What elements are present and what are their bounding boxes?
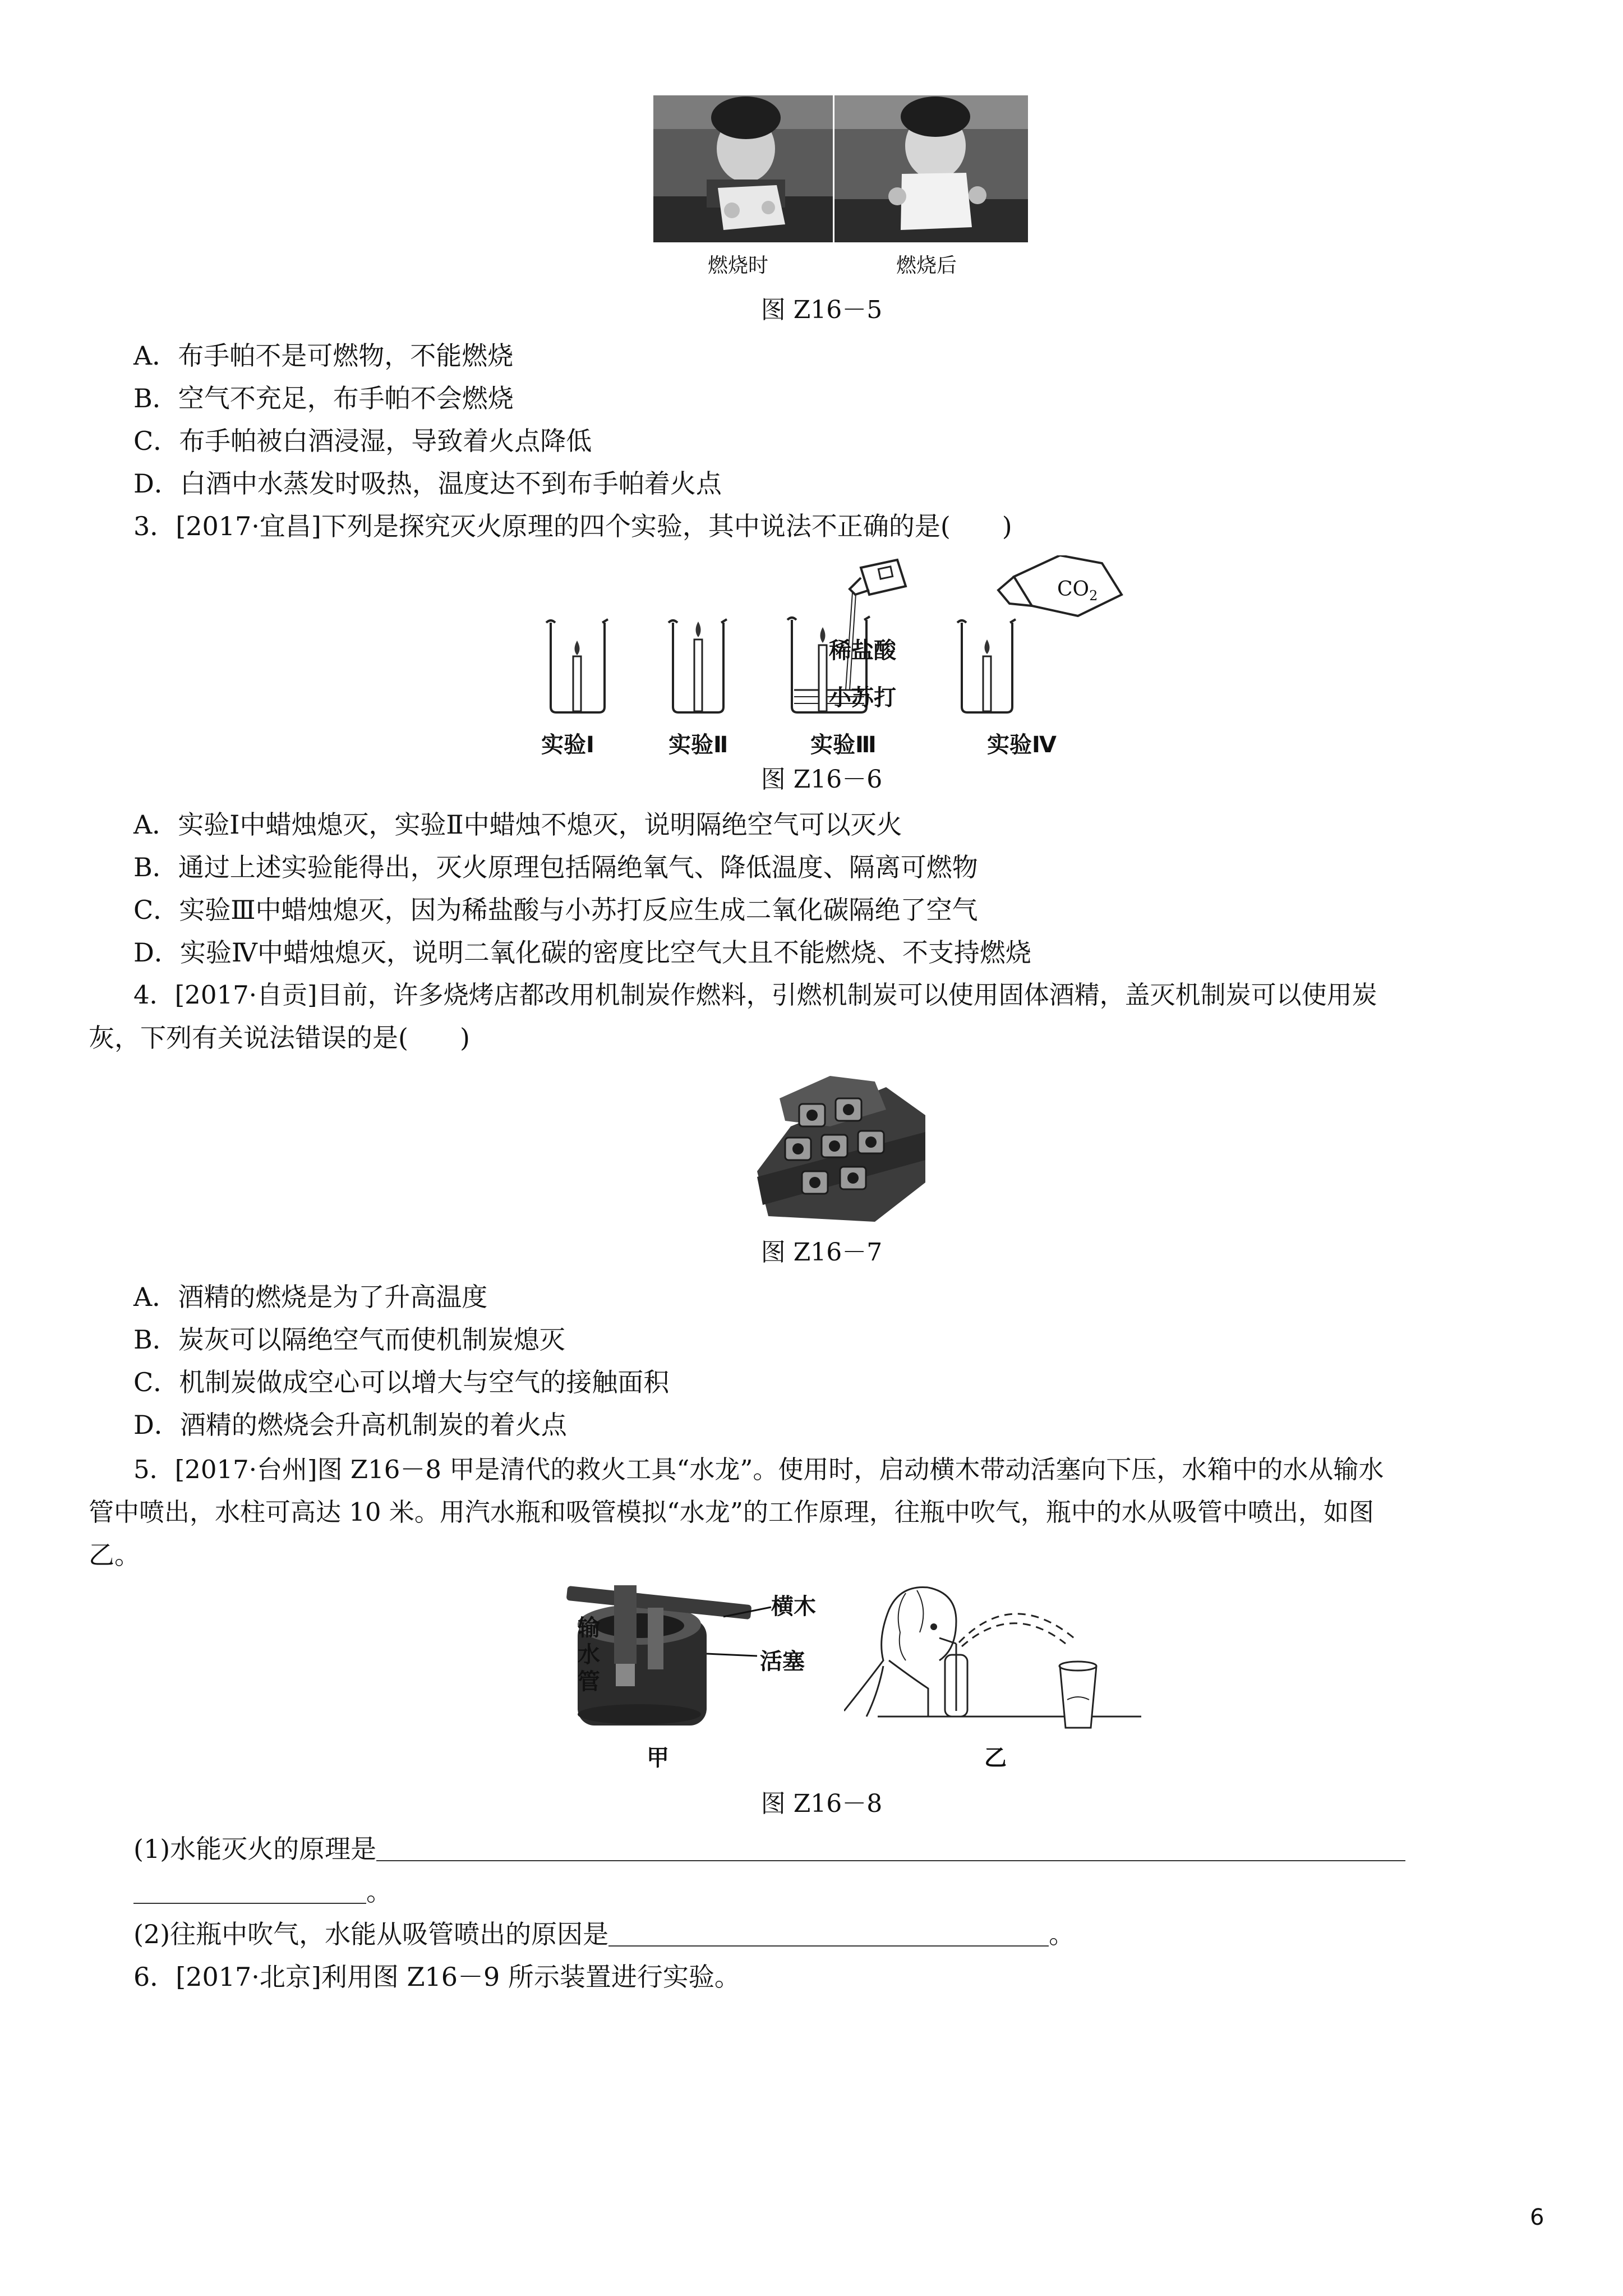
fig7-charcoal-image [746, 1065, 937, 1227]
q6-stem: 6．[2017·北京]利用图 Z16－9 所示装置进行实验。 [133, 1962, 740, 1992]
fig8-label-yi: 乙 [984, 1745, 1007, 1771]
q2-option-b: B．空气不充足，布手帕不会燃烧 [133, 383, 514, 413]
q4-stem-line2: 灰，下列有关说法错误的是( ) [89, 1023, 470, 1053]
fig6-label-3: 实验Ⅲ [810, 732, 877, 758]
fig5-caption: 图 Z16－5 [760, 296, 883, 324]
fig8-girl-blowing-image [844, 1576, 1147, 1733]
q5-stem-line1: 5．[2017·台州]图 Z16－8 甲是清代的救火工具“水龙”。使用时，启动横木带动活塞向下压，水箱中的水从输水 [133, 1455, 1384, 1484]
q5-sub1-end: 。 [366, 1876, 392, 1907]
q3-option-d: D．实验Ⅳ中蜡烛熄灭，说明二氧化碳的密度比空气大且不能燃烧、不支持燃烧 [133, 937, 1031, 968]
q5-sub1-cont [133, 1875, 392, 1908]
fig6-label-1: 实验Ⅰ [541, 732, 594, 758]
beaker-2-icon [668, 619, 727, 712]
q3-option-c: C．实验Ⅲ中蜡烛熄灭，因为稀盐酸与小苏打反应生成二氧化碳隔绝了空气 [133, 895, 978, 925]
q5-sub2 [133, 1917, 1075, 1951]
q3-option-a: A．实验Ⅰ中蜡烛熄灭，实验Ⅱ中蜡烛不熄灭，说明隔绝空气可以灭火 [133, 809, 902, 840]
fig8-label-shu: 输 [578, 1615, 600, 1641]
fig8-caption: 图 Z16－8 [760, 1789, 883, 1818]
photo-after-burning [834, 95, 1028, 242]
q4-option-a: A．酒精的燃烧是为了升高温度 [133, 1282, 488, 1312]
fig6-label-2: 实验Ⅱ [668, 732, 728, 758]
q2-option-a: A．布手帕不是可燃物，不能燃烧 [133, 341, 514, 371]
q5-sub1-answer-blank[interactable] [376, 1835, 1405, 1861]
q5-sub1 [133, 1832, 1405, 1866]
photo-burning [653, 95, 833, 242]
q5-sub1-answer-blank-cont[interactable] [133, 1878, 366, 1904]
q5-sub2-end: 。 [1049, 1919, 1075, 1949]
q5-sub1-text: (1)水能灭火的原理是 [133, 1834, 377, 1864]
q5-sub2-text: (2)往瓶中吹气，水能从吸管喷出的原因是 [133, 1919, 609, 1949]
fig5-label-left: 燃烧时 [708, 254, 769, 277]
fig6-soda-label: 小苏打 [829, 685, 896, 711]
q4-option-b: B．炭灰可以隔绝空气而使机制炭熄灭 [133, 1324, 565, 1355]
co2-text: CO [1057, 578, 1090, 601]
q2-option-d: D．白酒中水蒸发时吸热，温度达不到布手帕着火点 [133, 468, 722, 499]
beaker-1-icon [546, 619, 608, 712]
q2-option-c: C．布手帕被白酒浸湿，导致着火点降低 [133, 426, 592, 456]
fig8-label-huosai: 活塞 [760, 1649, 805, 1674]
fig8-label-guan: 管 [578, 1669, 600, 1695]
q5-stem-line3: 乙。 [89, 1540, 140, 1570]
page-number: 6 [1530, 2205, 1544, 2230]
fig6-co2-label [1057, 578, 1098, 604]
fig8-label-shui: 水 [578, 1642, 600, 1668]
fig6-label-4: 实验Ⅳ [987, 732, 1057, 758]
q5-sub2-answer-blank[interactable] [608, 1921, 1049, 1947]
q5-stem-line2: 管中喷出，水柱可高达 10 米。用汽水瓶和吸管模拟“水龙”的工作原理，往瓶中吹气，瓶中的水从吸管中喷出，如图 [89, 1497, 1374, 1527]
q3-stem: 3．[2017·宜昌]下列是探究灭火原理的四个实验，其中说法不正确的是( ) [133, 511, 1012, 541]
fig8-label-hengmu: 横木 [771, 1594, 816, 1619]
q4-stem-line1: 4．[2017·自贡]目前，许多烧烤店都改用机制炭作燃料，引燃机制炭可以使用固体酒精，盖灭机制炭可以使用炭 [133, 980, 1377, 1010]
q4-option-d: D．酒精的燃烧会升高机制炭的着火点 [133, 1410, 567, 1440]
co2-subscript: 2 [1089, 588, 1098, 604]
fig7-caption: 图 Z16－7 [760, 1238, 883, 1267]
q3-option-b: B．通过上述实验能得出，灭火原理包括隔绝氧气、降低温度、隔离可燃物 [133, 852, 978, 882]
q4-option-c: C．机制炭做成空心可以增大与空气的接触面积 [133, 1367, 670, 1397]
fig8-label-jia: 甲 [647, 1745, 669, 1771]
fig6-acid-label: 稀盐酸 [829, 638, 896, 664]
fig5-label-right: 燃烧后 [896, 254, 957, 277]
fig6-caption: 图 Z16－6 [760, 765, 883, 794]
